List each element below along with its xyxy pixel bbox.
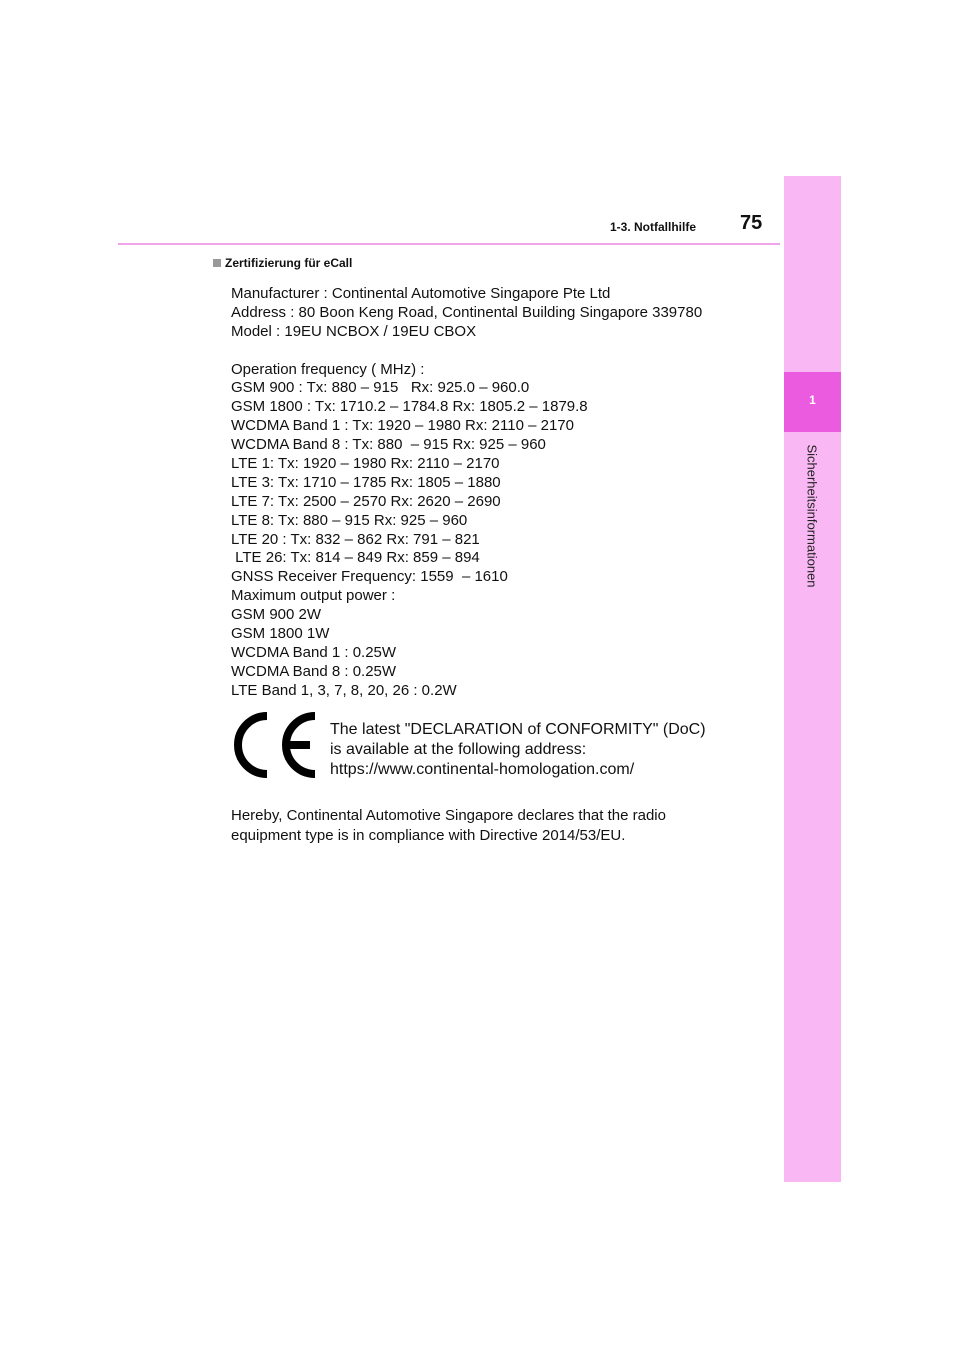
- chapter-number: 1: [809, 393, 816, 407]
- page-number: 75: [740, 212, 763, 234]
- spec-line: WCDMA Band 1 : 0.25W: [231, 643, 397, 661]
- section-heading-text: Zertifizierung für eCall: [225, 256, 353, 270]
- declaration: [231, 806, 751, 846]
- spec-line: GSM 900 2W: [231, 606, 322, 624]
- doc-notice-line: The latest "DECLARATION of CONFORMITY" (DoC): [330, 721, 706, 738]
- square-bullet-icon: [213, 259, 221, 267]
- spec-line: Manufacturer : Continental Automotive Singapore Pte Ltd: [231, 285, 611, 302]
- spec-line: GSM 1800 1W: [231, 625, 330, 643]
- side-tab: [784, 176, 841, 1182]
- spec-line: [231, 342, 751, 361]
- spec-line: Address : 80 Boon Keng Road, Continental Building Singapore 339780: [231, 303, 703, 321]
- spec-line: LTE 20 : Tx: 832 – 862 Rx: 791 – 821: [231, 530, 480, 548]
- spec-line: Model : 19EU NCBOX / 19EU CBOX: [231, 322, 477, 340]
- header-section-title: 1-3. Notfallhilfe: [610, 220, 697, 234]
- spec-line: LTE 7: Tx: 2500 – 2570 Rx: 2620 – 2690: [231, 492, 501, 510]
- spec-line: WCDMA Band 8 : Tx: 880 – 915 Rx: 925 – 960: [231, 436, 546, 454]
- doc-notice-line: is available at the following address:: [330, 741, 587, 758]
- section-heading: [213, 256, 352, 270]
- declaration-line: Hereby, Continental Automotive Singapore declares that the radio: [231, 807, 666, 824]
- doc-notice: [330, 720, 750, 780]
- spec-line: GSM 1800 : Tx: 1710.2 – 1784.8 Rx: 1805.2 – 1879.8: [231, 398, 588, 416]
- chapter-label: Sicherheitsinformationen: [804, 444, 820, 588]
- spec-line: LTE 1: Tx: 1920 – 1980 Rx: 2110 – 2170: [231, 455, 500, 473]
- ce-mark-icon: [231, 712, 319, 778]
- spec-block: [231, 285, 751, 701]
- declaration-line: equipment type is in compliance with Directive 2014/53/EU.: [231, 827, 626, 844]
- header-divider: [118, 243, 780, 245]
- chapter-tab[interactable]: [784, 372, 841, 432]
- spec-line: LTE 3: Tx: 1710 – 1785 Rx: 1805 – 1880: [231, 473, 501, 491]
- spec-line: LTE Band 1, 3, 7, 8, 20, 26 : 0.2W: [231, 681, 457, 699]
- spec-line: GNSS Receiver Frequency: 1559 – 1610: [231, 568, 508, 586]
- spec-line: WCDMA Band 8 : 0.25W: [231, 662, 397, 680]
- spec-line: GSM 900 : Tx: 880 – 915 Rx: 925.0 – 960.0: [231, 379, 530, 397]
- spec-line: Operation frequency ( MHz) :: [231, 360, 425, 378]
- spec-line: LTE 8: Tx: 880 – 915 Rx: 925 – 960: [231, 511, 468, 529]
- spec-line: LTE 26: Tx: 814 – 849 Rx: 859 – 894: [231, 549, 480, 567]
- spec-line: WCDMA Band 1 : Tx: 1920 – 1980 Rx: 2110 – 2170: [231, 417, 574, 435]
- doc-url: https://www.continental-homologation.com/: [330, 761, 635, 778]
- spec-line: Maximum output power :: [231, 587, 396, 605]
